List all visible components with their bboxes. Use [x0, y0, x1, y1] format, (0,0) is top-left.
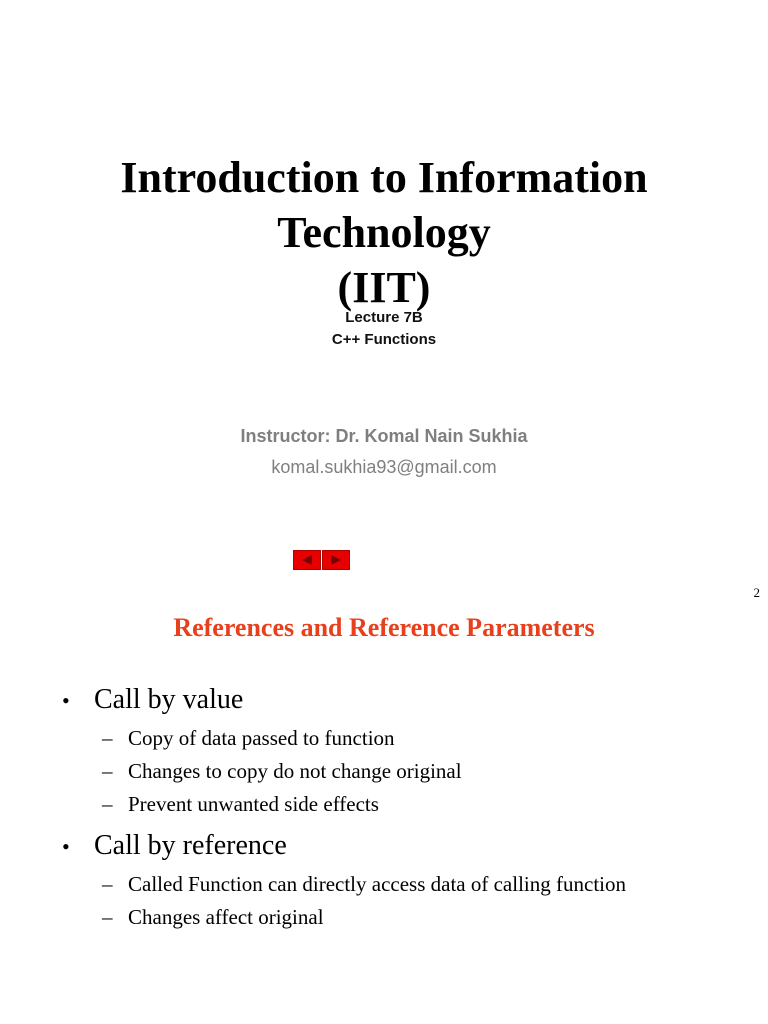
- sub-bullet-text: Prevent unwanted side effects: [128, 792, 379, 816]
- triangle-right-icon: [329, 554, 343, 566]
- sub-bullet-item: [62, 901, 752, 934]
- title-line: Technology: [277, 208, 491, 257]
- bullet-dot-icon: •: [62, 688, 70, 713]
- section-title: References and Reference Parameters: [173, 613, 595, 642]
- bullet-item: [62, 829, 752, 934]
- title-line: (IIT): [337, 263, 431, 312]
- dash-icon: –: [102, 759, 113, 783]
- sub-bullet-text: Copy of data passed to function: [128, 726, 395, 750]
- bullet-text: Call by value: [94, 684, 244, 715]
- sub-bullet-list: [62, 868, 752, 934]
- triangle-left-icon: [300, 554, 314, 566]
- slide-navigation: [293, 550, 350, 570]
- instructor-email: komal.sukhia93@gmail.com: [271, 457, 497, 477]
- page-number: 2: [753, 585, 760, 600]
- instructor-name: Instructor: Dr. Komal Nain Sukhia: [240, 426, 528, 446]
- title-line: Introduction to Information: [120, 153, 648, 202]
- dash-icon: –: [102, 872, 113, 896]
- sub-bullet-item: [62, 722, 752, 755]
- lecture-number: Lecture 7B: [345, 309, 423, 326]
- bullet-dot-icon: •: [62, 834, 70, 859]
- next-slide-button[interactable]: [322, 550, 350, 570]
- bullet-text: Call by reference: [94, 830, 287, 861]
- sub-bullet-item: [62, 755, 752, 788]
- sub-bullet-text: Called Function can directly access data of calling function: [128, 872, 626, 896]
- dash-icon: –: [102, 905, 113, 929]
- previous-slide-button[interactable]: [293, 550, 321, 570]
- sub-bullet-item: [62, 788, 752, 821]
- sub-bullet-item: [62, 868, 752, 901]
- slide-title: [0, 150, 768, 315]
- dash-icon: –: [102, 726, 113, 750]
- bullet-item: [62, 683, 752, 821]
- sub-bullet-text: Changes to copy do not change original: [128, 759, 462, 783]
- dash-icon: –: [102, 792, 113, 816]
- lecture-topic: C++ Functions: [331, 331, 437, 348]
- lecture-subtitle: [0, 307, 768, 351]
- bullet-list: [62, 683, 752, 942]
- sub-bullet-text: Changes affect original: [128, 905, 324, 929]
- content-slide: [0, 585, 768, 1024]
- sub-bullet-list: [62, 722, 752, 821]
